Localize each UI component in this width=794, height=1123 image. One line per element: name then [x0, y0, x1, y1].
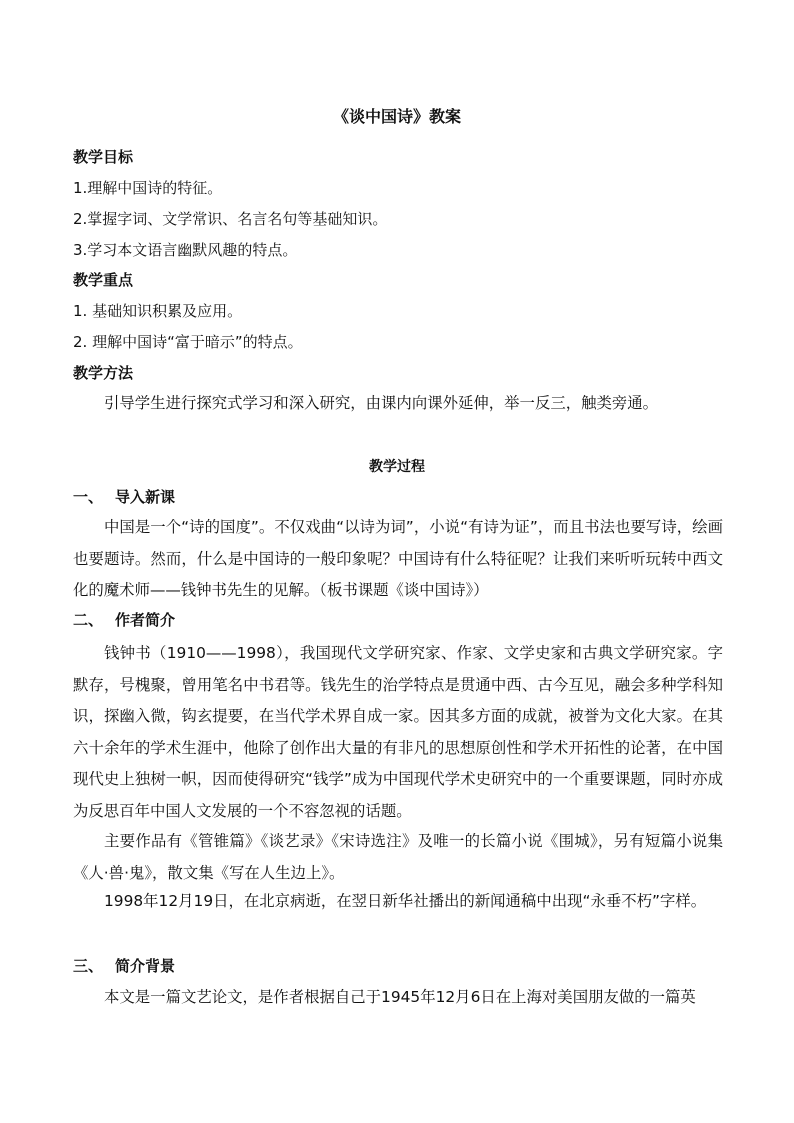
section-title: 作者简介	[115, 611, 176, 629]
method-heading: 教学方法	[73, 364, 134, 382]
goal-item: 2.掌握字词、文学常识、名言名句等基础知识。	[73, 210, 388, 228]
focus-item: 1. 基础知识积累及应用。	[73, 302, 243, 320]
goal-item: 1.理解中国诗的特征。	[73, 179, 223, 197]
focus-item: 2. 理解中国诗“富于暗示”的特点。	[73, 333, 303, 351]
section-heading	[73, 609, 175, 630]
section-paragraph: 本文是一篇文艺论文，是作者根据自己于1945年12月6日在上海对美国朋友做的一篇英	[104, 988, 696, 1006]
section-heading	[73, 486, 175, 507]
section-title: 简介背景	[115, 957, 176, 975]
section-title: 导入新课	[115, 488, 176, 506]
section-number: 一、	[73, 488, 104, 506]
section-paragraph: 1998年12月19日，在北京病逝，在翌日新华社播出的新闻通稿中出现“永垂不朽”字样。	[104, 892, 707, 910]
section-number: 二、	[73, 611, 104, 629]
focus-heading: 教学重点	[73, 271, 134, 289]
document-title: 《谈中国诗》教案	[332, 107, 461, 126]
section-number: 三、	[73, 957, 104, 975]
section-paragraph: 主要作品有《管锥篇》《谈艺录》《宋诗选注》及唯一的长篇小说《围城》，另有短篇小说集《人·兽·鬼》，散文集《写在人生边上》。	[73, 832, 723, 882]
section-paragraph: 中国是一个“诗的国度”。不仅戏曲“以诗为词”，小说“有诗为证”，而且书法也要写诗，绘画也要题诗。然而，什么是中国诗的一般印象呢？中国诗有什么特征呢？让我们来听听玩转中西文化的魔术师——钱钟书先生的见解。（板书课题《谈中国诗》）	[73, 518, 723, 600]
goals-heading: 教学目标	[73, 148, 134, 166]
goal-item: 3.学习本文语言幽默风趣的特点。	[73, 241, 298, 259]
method-text: 引导学生进行探究式学习和深入研究，由课内向课外延伸，举一反三，触类旁通。	[104, 394, 659, 412]
section-heading	[73, 955, 175, 976]
process-heading: 教学过程	[369, 459, 425, 475]
section-paragraph: 钱钟书（1910——1998），我国现代文学研究家、作家、文学史家和古典文学研究家。字默存，号槐聚，曾用笔名中书君等。钱先生的治学特点是贯通中西、古今互见，融会多种学科知识，探幽入微，钩玄提要，在当代学术界自成一家。因其多方面的成就，被誉为文化大家。在其六十余年的学术生涯中，他除了创作出大量的有非凡的思想原创性和学术开拓性的论著，在中国现代史上独树一帜，因而使得研究“钱学”成为中国现代学术史研究中的一个重要课题，同时亦成为反思百年中国人文发展的一个不容忽视的话题。	[73, 644, 723, 820]
